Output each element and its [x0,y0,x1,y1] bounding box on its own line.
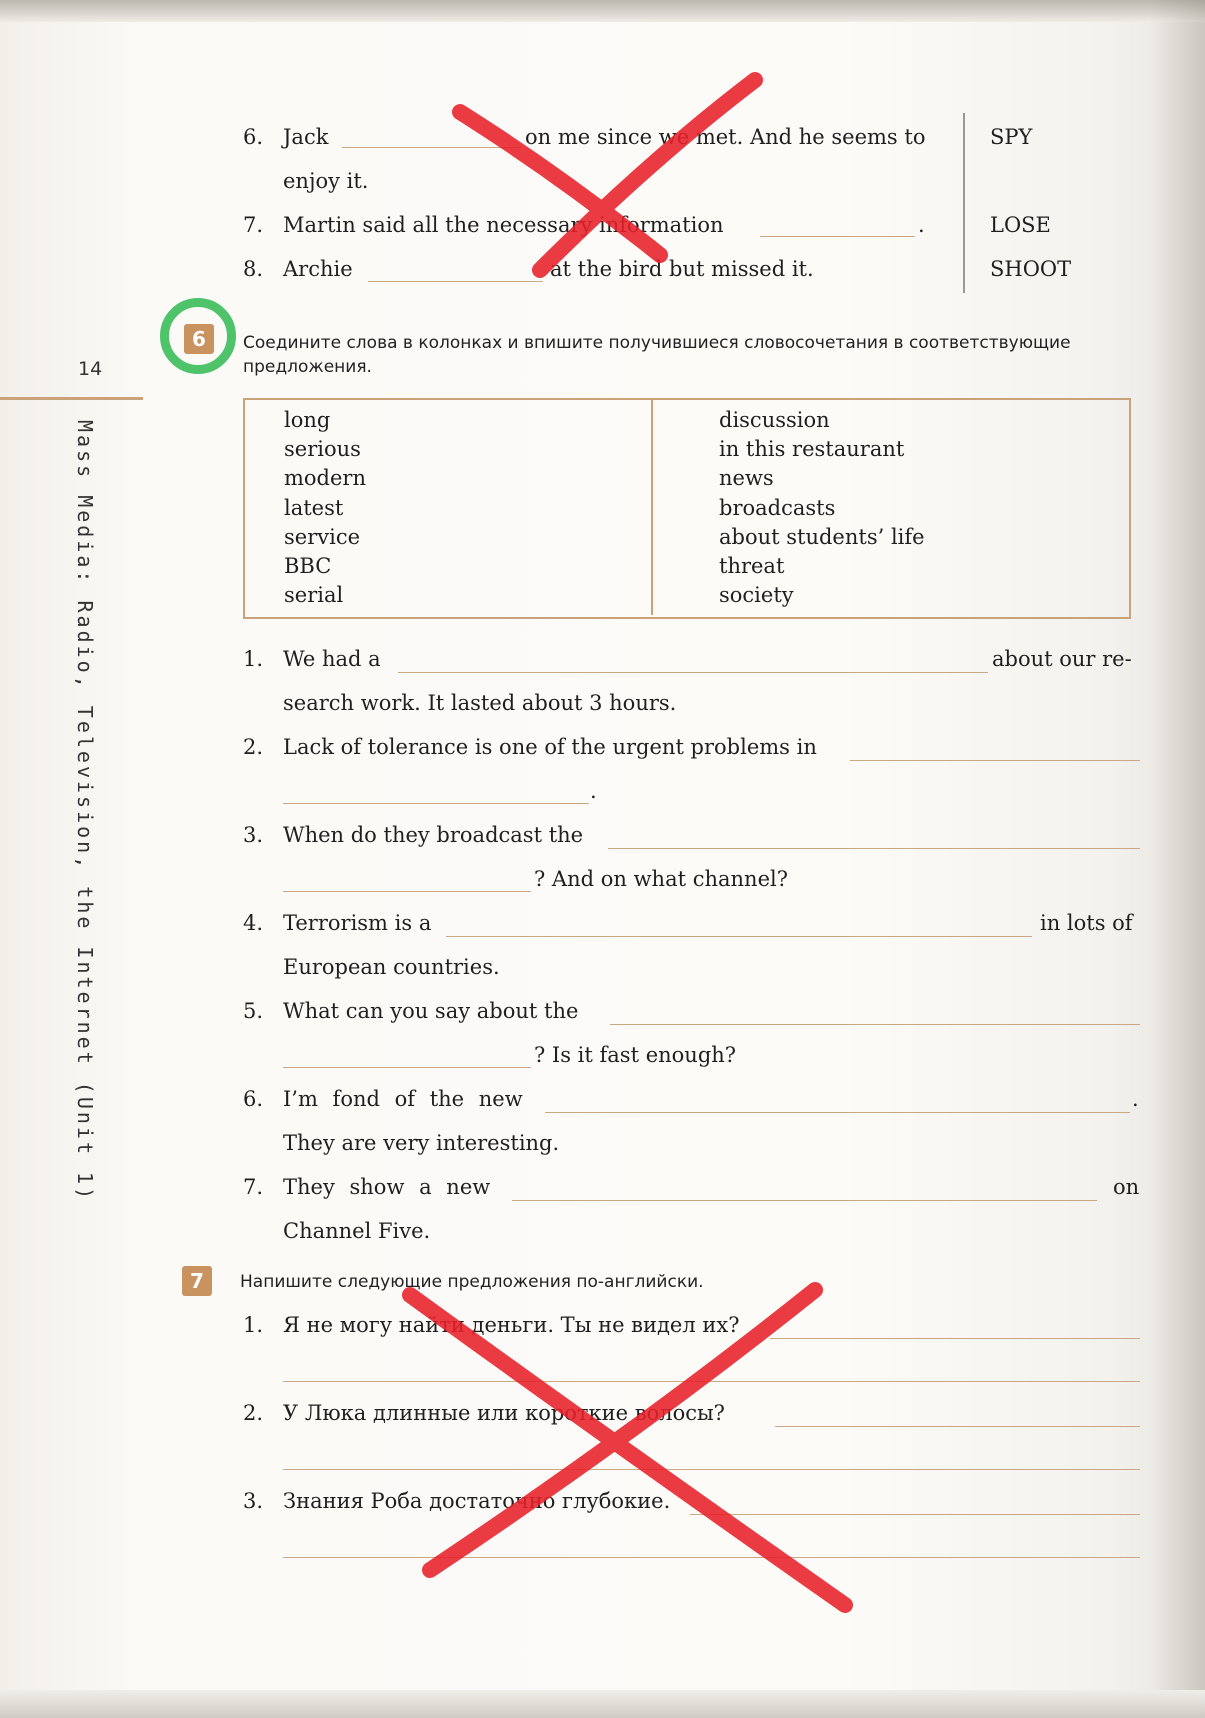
right-word: news [719,466,774,491]
left-word: BBC [284,554,332,579]
left-word: modern [284,466,366,491]
item-number: 3. [243,1489,264,1513]
item-number: 8. [243,257,264,281]
right-word: broadcasts [719,495,836,520]
item-number: 5. [243,999,264,1023]
left-word: serious [284,437,361,462]
right-word: discussion [719,408,830,432]
sentence-text: They are very interesting. [283,1131,560,1155]
ex5-item-6-cont: on me since we met. And he seems to [525,125,926,149]
ex5-item-6-end: enjoy it. [283,169,369,193]
left-word: serial [284,583,344,608]
sentence-text: search work. It lasted about 3 hours. [283,691,677,715]
item-number: 2. [243,1401,264,1425]
base-verb: LOSE [990,213,1051,237]
exercise-6-badge: 6 [184,324,214,354]
item-text: Jack [283,125,329,149]
sentence-text: ? And on what channel? [534,867,788,891]
sentence-text: European countries. [283,955,500,979]
sentence-text: ? Is it fast enough? [534,1043,737,1067]
item-text: Я не могу найти деньги. Ты не видел их? [283,1313,740,1337]
right-word: in this restaurant [719,437,905,462]
red-cross-stroke-d [430,1290,815,1570]
right-word: threat [719,554,785,579]
left-word: long [284,408,331,432]
left-word: latest [284,495,344,520]
ex5-item-8-cont: at the bird but missed it. [550,257,814,281]
item-text: Знания Роба достаточно глубокие. [283,1489,671,1513]
period: . [1132,1087,1139,1111]
red-cross-stroke-c [410,1295,845,1605]
sentence-text: They show a new [283,1175,491,1199]
item-number: 1. [243,1313,264,1337]
right-word: society [719,583,794,608]
exercise-6-instruction: Соедините слова в колонках и впишите получившиеся словосочетания в соответствующие предложения. [243,333,1071,377]
running-title: Mass Media: Radio, Television, the Internet (Unit 1) [73,420,97,1203]
item-number: 7. [243,213,264,237]
sentence-text: Lack of tolerance is one of the urgent problems in [283,735,817,759]
item-text: У Люка длинные или короткие волосы? [283,1401,725,1425]
sentence-text: Channel Five. [283,1219,431,1243]
sentence-text: on [1113,1175,1140,1199]
base-verb: SPY [990,125,1033,149]
base-verb: SHOOT [990,257,1072,281]
item-number: 6. [243,1087,264,1111]
left-word: service [284,524,361,549]
sentence-text: I’m fond of the new [283,1087,523,1111]
exercise-7-instruction: Напишите следующие предложения по-английски. [240,1272,704,1292]
item-number: 3. [243,823,264,847]
item-text: Martin said all the necessary information [283,213,724,237]
item-number: 2. [243,735,264,759]
sentence-text: When do they broadcast the [283,823,584,847]
item-number: 1. [243,647,264,671]
exercise-7-badge: 7 [182,1266,212,1296]
sentence-text: in lots of [1040,911,1133,935]
sentence-text: Terrorism is a [283,911,432,935]
item-number: 4. [243,911,264,935]
sentence-text: What can you say about the [283,999,579,1023]
right-word: about students’ life [719,524,925,549]
period: . [590,779,597,803]
sentence-text: about our re- [992,647,1132,671]
sentence-text: We had a [283,647,381,671]
item-number: 7. [243,1175,264,1199]
item-number: 6. [243,125,264,149]
item-text: Archie [283,257,353,281]
period: . [918,213,925,237]
page-number: 14 [78,358,103,380]
